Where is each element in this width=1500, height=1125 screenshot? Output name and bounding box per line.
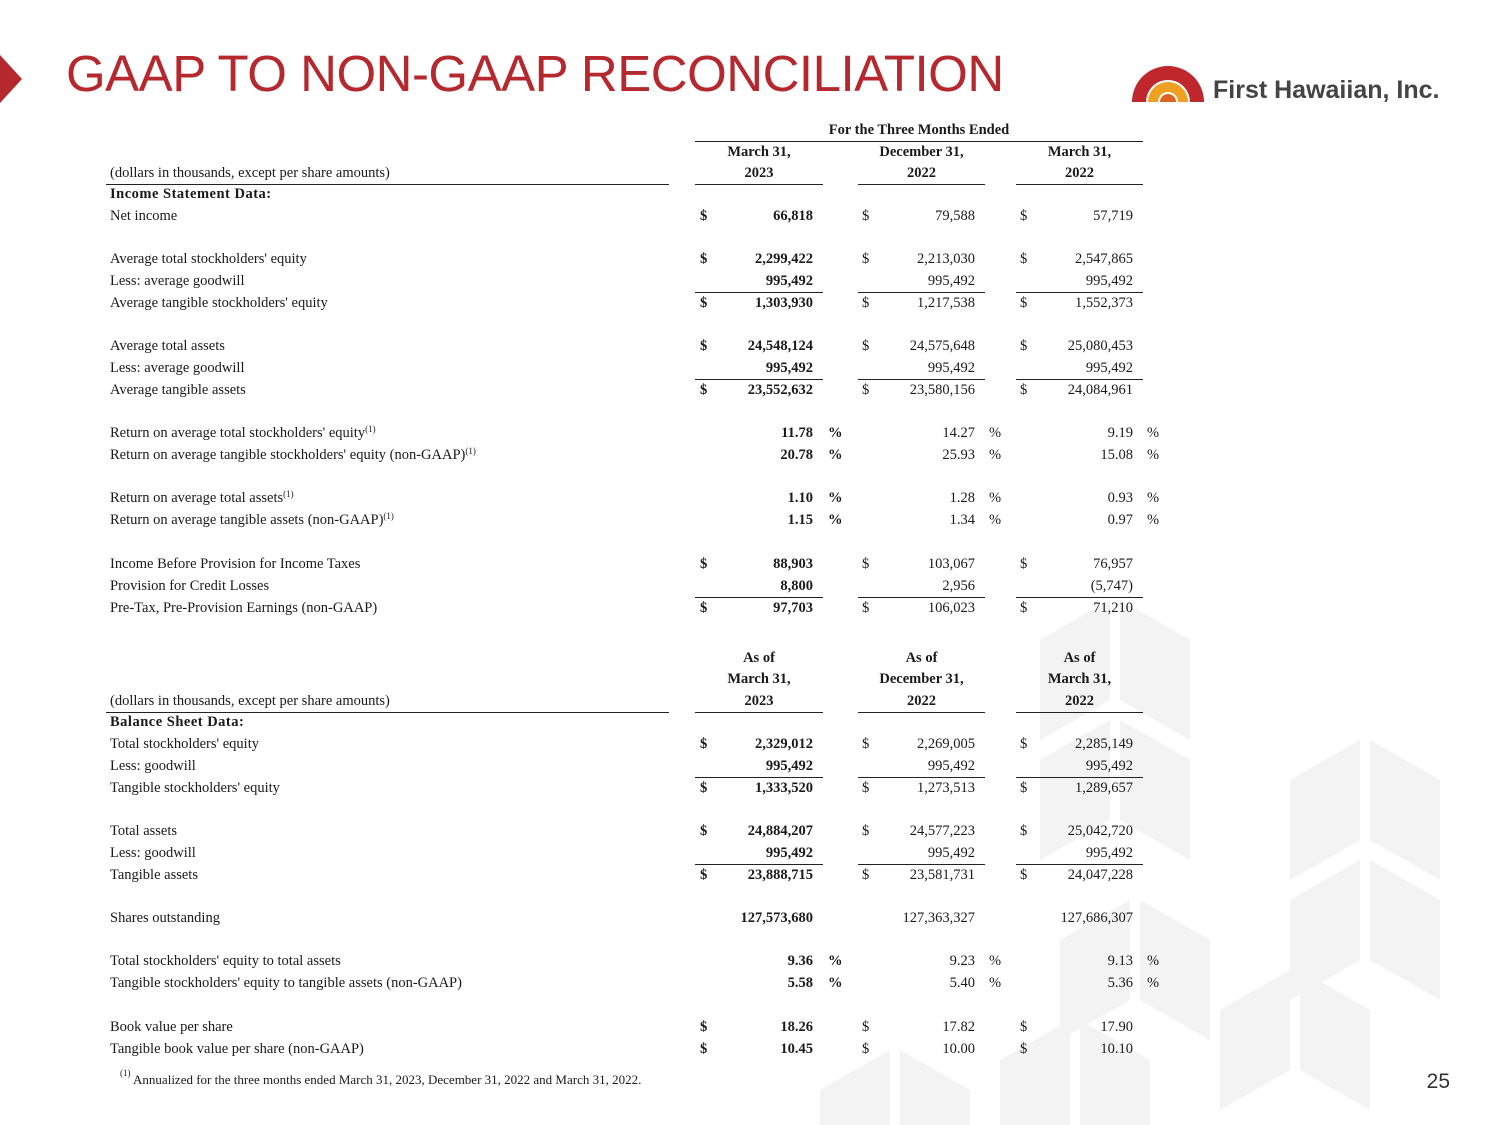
balance-col-header-rule-1 xyxy=(858,712,985,713)
income-row-dollar-sign: $ xyxy=(700,338,708,354)
income-unit-note: (dollars in thousands, except per share amounts) xyxy=(110,165,390,181)
income-row-value: 24,575,648 xyxy=(909,338,975,354)
balance-row-label xyxy=(110,822,177,840)
row-label-text: Average total assets xyxy=(110,338,225,354)
income-row-label xyxy=(110,250,307,268)
income-row-value: 995,492 xyxy=(765,273,813,289)
income-row-value: 995,492 xyxy=(1085,273,1133,289)
row-label-text: Tangible stockholders' equity to tangible assets (non-GAAP) xyxy=(110,975,462,991)
income-row-percent-sign: % xyxy=(989,512,1002,528)
income-row-value: 79,588 xyxy=(935,208,975,224)
row-label-text: Return on average tangible stockholders' equity (non-GAAP) xyxy=(110,447,466,463)
balance-row-value: 995,492 xyxy=(927,758,975,774)
income-row-underline-0 xyxy=(695,292,823,293)
balance-row-value: 2,285,149 xyxy=(1075,736,1133,752)
balance-row-value: 5.40 xyxy=(949,975,975,991)
income-row-percent-sign: % xyxy=(1147,512,1160,528)
income-row-dollar-sign: $ xyxy=(700,208,708,224)
balance-row-value: 23,888,715 xyxy=(747,867,813,883)
balance-row-dollar-sign: $ xyxy=(1020,867,1028,883)
income-row-underline-2 xyxy=(1016,597,1143,598)
income-row-value: 23,552,632 xyxy=(747,382,813,398)
row-label-text: Less: average goodwill xyxy=(110,273,245,289)
income-row-dollar-sign: $ xyxy=(862,556,870,572)
balance-row-value: 10.00 xyxy=(942,1041,975,1057)
income-row-value: 8,800 xyxy=(780,578,813,594)
balance-row-label xyxy=(110,1018,233,1036)
balance-row-dollar-sign: $ xyxy=(1020,736,1028,752)
income-col-header-year: 2022 xyxy=(1065,165,1094,181)
balance-section-label: Balance Sheet Data: xyxy=(110,714,245,730)
balance-row-dollar-sign: $ xyxy=(700,867,708,883)
income-row-underline-1 xyxy=(858,292,985,293)
balance-row-dollar-sign: $ xyxy=(862,1041,870,1057)
row-label-text: Return on average tangible assets (non-GAAP) xyxy=(110,512,384,528)
balance-row-value: 2,269,005 xyxy=(917,736,975,752)
row-label-text: Less: average goodwill xyxy=(110,360,245,376)
balance-row-underline-0 xyxy=(695,864,823,865)
page-title: GAAP TO NON-GAAP RECONCILIATION xyxy=(66,45,1004,102)
balance-row-value: 127,573,680 xyxy=(740,910,813,926)
footnote-ref: (1) xyxy=(465,446,476,456)
income-row-value: 1,303,930 xyxy=(755,295,813,311)
income-row-value: 995,492 xyxy=(927,360,975,376)
income-row-value: 2,213,030 xyxy=(917,251,975,267)
income-row-dollar-sign: $ xyxy=(862,600,870,616)
income-row-value: 2,956 xyxy=(942,578,975,594)
income-row-dollar-sign: $ xyxy=(1020,295,1028,311)
balance-row-dollar-sign: $ xyxy=(1020,780,1028,796)
balance-row-percent-sign: % xyxy=(828,953,843,969)
balance-row-dollar-sign: $ xyxy=(700,736,708,752)
income-row-value: 11.78 xyxy=(781,425,813,441)
income-row-value: 15.08 xyxy=(1100,447,1133,463)
income-row-value: 9.19 xyxy=(1107,425,1133,441)
balance-col-header-asof: As of xyxy=(1063,650,1096,666)
income-row-percent-sign: % xyxy=(1147,490,1160,506)
income-row-value: 97,703 xyxy=(773,600,813,616)
balance-row-value: 127,686,307 xyxy=(1060,910,1133,926)
income-row-value: 25,080,453 xyxy=(1067,338,1133,354)
row-label-text: Net income xyxy=(110,208,178,224)
footnote-ref: (1) xyxy=(365,424,376,434)
row-label-text: Shares outstanding xyxy=(110,910,220,926)
footnote-marker: (1) xyxy=(120,1068,131,1078)
page-number: 25 xyxy=(1426,1070,1450,1093)
balance-row-dollar-sign: $ xyxy=(700,1041,708,1057)
balance-row-label xyxy=(110,974,462,992)
balance-row-value: 24,577,223 xyxy=(909,823,975,839)
income-row-label xyxy=(110,337,225,355)
balance-row-value: 995,492 xyxy=(765,845,813,861)
income-col-header-date: March 31, xyxy=(727,144,791,160)
balance-row-dollar-sign: $ xyxy=(862,867,870,883)
income-row-underline-1 xyxy=(858,597,985,598)
balance-row-dollar-sign: $ xyxy=(1020,823,1028,839)
row-label-text: Average tangible stockholders' equity xyxy=(110,295,328,311)
income-row-dollar-sign: $ xyxy=(862,295,870,311)
period-header-underline xyxy=(695,141,1143,142)
income-row-dollar-sign: $ xyxy=(1020,600,1028,616)
balance-row-dollar-sign: $ xyxy=(862,780,870,796)
balance-row-label xyxy=(110,909,220,927)
balance-row-value: 9.23 xyxy=(949,953,975,969)
balance-row-label xyxy=(110,866,198,884)
income-row-percent-sign: % xyxy=(828,447,843,463)
income-row-dollar-sign: $ xyxy=(700,600,708,616)
balance-row-value: 25,042,720 xyxy=(1067,823,1133,839)
balance-row-percent-sign: % xyxy=(828,975,843,991)
income-row-label xyxy=(110,599,377,617)
logo-wordmark: First Hawaiian, Inc. xyxy=(1213,76,1440,104)
balance-row-value: 1,289,657 xyxy=(1075,780,1133,796)
balance-row-dollar-sign: $ xyxy=(700,823,708,839)
balance-col-header-date: December 31, xyxy=(879,671,964,687)
footnote-text: Annualized for the three months ended March 31, 2023, December 31, 2022 and March 31, 2022. xyxy=(133,1072,642,1087)
footnote-ref: (1) xyxy=(383,511,394,521)
income-row-value: 1.15 xyxy=(787,512,813,528)
income-row-label xyxy=(110,381,246,399)
balance-row-label xyxy=(110,757,196,775)
company-logo xyxy=(1130,64,1460,108)
income-row-value: 71,210 xyxy=(1093,600,1133,616)
income-row-label xyxy=(110,446,476,464)
income-row-value: 2,299,422 xyxy=(755,251,813,267)
balance-row-value: 995,492 xyxy=(1085,758,1133,774)
balance-col-header-date: March 31, xyxy=(1047,671,1112,687)
income-col-header-date: March 31, xyxy=(1047,144,1112,160)
balance-row-value: 5.58 xyxy=(787,975,813,991)
balance-row-dollar-sign: $ xyxy=(862,823,870,839)
income-row-value: 2,547,865 xyxy=(1075,251,1133,267)
title-arrow-marker xyxy=(0,55,22,103)
balance-row-underline-0 xyxy=(695,777,823,778)
row-label-text: Total stockholders' equity xyxy=(110,736,259,752)
income-row-dollar-sign: $ xyxy=(700,382,708,398)
balance-row-underline-2 xyxy=(1016,777,1143,778)
income-row-value: 1,217,538 xyxy=(917,295,975,311)
income-row-value: 24,548,124 xyxy=(747,338,813,354)
income-row-underline-2 xyxy=(1016,292,1143,293)
income-row-value: (5,747) xyxy=(1090,578,1133,594)
row-label-text: Book value per share xyxy=(110,1019,233,1035)
income-row-dollar-sign: $ xyxy=(1020,556,1028,572)
balance-row-underline-2 xyxy=(1016,864,1143,865)
income-row-value: 106,023 xyxy=(927,600,975,616)
balance-row-value: 24,884,207 xyxy=(747,823,813,839)
income-row-value: 1.34 xyxy=(949,512,975,528)
income-row-dollar-sign: $ xyxy=(862,208,870,224)
income-col-header-rule-2 xyxy=(1016,184,1143,185)
income-row-value: 1.10 xyxy=(787,490,813,506)
row-label-text: Tangible book value per share (non-GAAP) xyxy=(110,1041,364,1057)
logo-sun-icon xyxy=(1130,64,1206,104)
balance-row-value: 9.13 xyxy=(1107,953,1133,969)
balance-row-percent-sign: % xyxy=(1147,975,1160,991)
balance-row-percent-sign: % xyxy=(989,975,1002,991)
balance-row-value: 1,333,520 xyxy=(755,780,813,796)
income-row-dollar-sign: $ xyxy=(862,382,870,398)
income-row-percent-sign: % xyxy=(828,490,843,506)
balance-col-header-year: 2022 xyxy=(1065,693,1094,709)
period-header: For the Three Months Ended xyxy=(828,122,1010,138)
balance-col-header-asof: As of xyxy=(743,650,775,666)
income-row-percent-sign: % xyxy=(989,425,1002,441)
income-row-percent-sign: % xyxy=(828,425,843,441)
income-row-percent-sign: % xyxy=(989,490,1002,506)
income-row-value: 0.93 xyxy=(1107,490,1133,506)
row-label-text: Return on average total assets xyxy=(110,490,284,506)
income-col-header-rule-0 xyxy=(695,184,823,185)
balance-row-dollar-sign: $ xyxy=(1020,1041,1028,1057)
row-label-text: Total stockholders' equity to total assets xyxy=(110,953,341,969)
balance-col-header-rule-2 xyxy=(1016,712,1143,713)
balance-row-value: 127,363,327 xyxy=(902,910,975,926)
footnote xyxy=(120,1068,642,1088)
balance-row-label xyxy=(110,844,196,862)
income-col-header-rule-1 xyxy=(858,184,985,185)
balance-col-header-date: March 31, xyxy=(727,671,791,687)
row-label-text: Income Before Provision for Income Taxes xyxy=(110,556,361,572)
balance-col-header-year: 2022 xyxy=(907,693,936,709)
income-row-value: 25.93 xyxy=(942,447,975,463)
balance-row-dollar-sign: $ xyxy=(700,780,708,796)
balance-row-label xyxy=(110,779,280,797)
income-row-value: 1,552,373 xyxy=(1075,295,1133,311)
row-label-text: Less: goodwill xyxy=(110,758,196,774)
income-col-header-date: December 31, xyxy=(879,144,964,160)
income-row-underline-0 xyxy=(695,597,823,598)
income-row-value: 23,580,156 xyxy=(909,382,975,398)
income-row-value: 995,492 xyxy=(927,273,975,289)
income-row-value: 76,957 xyxy=(1093,556,1133,572)
balance-row-dollar-sign: $ xyxy=(1020,1019,1028,1035)
income-row-value: 995,492 xyxy=(765,360,813,376)
balance-row-label xyxy=(110,1040,364,1058)
income-row-dollar-sign: $ xyxy=(862,251,870,267)
income-row-value: 88,903 xyxy=(773,556,813,572)
balance-row-dollar-sign: $ xyxy=(700,1019,708,1035)
balance-row-value: 17.82 xyxy=(942,1019,975,1035)
income-row-underline-1 xyxy=(858,379,985,380)
income-row-value: 24,084,961 xyxy=(1067,382,1133,398)
income-row-label xyxy=(110,489,294,507)
income-row-value: 66,818 xyxy=(773,208,813,224)
balance-row-underline-1 xyxy=(858,864,985,865)
balance-row-value: 9.36 xyxy=(787,953,813,969)
income-row-percent-sign: % xyxy=(1147,447,1160,463)
income-col-header-year: 2023 xyxy=(744,165,774,181)
row-label-text: Less: goodwill xyxy=(110,845,196,861)
income-row-percent-sign: % xyxy=(1147,425,1160,441)
income-row-value: 14.27 xyxy=(942,425,975,441)
balance-row-dollar-sign: $ xyxy=(862,736,870,752)
income-row-value: 103,067 xyxy=(927,556,975,572)
income-row-label xyxy=(110,359,245,377)
row-label-text: Total assets xyxy=(110,823,178,839)
balance-row-value: 24,047,228 xyxy=(1067,867,1133,883)
income-row-value: 1.28 xyxy=(949,490,975,506)
balance-row-value: 995,492 xyxy=(927,845,975,861)
income-row-dollar-sign: $ xyxy=(1020,338,1028,354)
row-label-text: Provision for Credit Losses xyxy=(110,578,270,594)
income-row-label xyxy=(110,207,177,225)
balance-row-value: 1,273,513 xyxy=(917,780,975,796)
balance-col-header-asof: As of xyxy=(905,650,938,666)
income-row-dollar-sign: $ xyxy=(862,338,870,354)
balance-row-dollar-sign: $ xyxy=(862,1019,870,1035)
income-row-underline-0 xyxy=(695,379,823,380)
balance-row-value: 23,581,731 xyxy=(909,867,975,883)
income-row-label xyxy=(110,555,360,573)
balance-row-value: 10.10 xyxy=(1100,1041,1133,1057)
income-row-dollar-sign: $ xyxy=(1020,251,1028,267)
balance-row-value: 995,492 xyxy=(1085,845,1133,861)
balance-row-underline-1 xyxy=(858,777,985,778)
income-row-dollar-sign: $ xyxy=(700,251,708,267)
income-row-label xyxy=(110,577,269,595)
income-row-dollar-sign: $ xyxy=(700,295,708,311)
balance-row-value: 17.90 xyxy=(1100,1019,1133,1035)
income-row-label xyxy=(110,272,245,290)
balance-row-label xyxy=(110,952,341,970)
balance-row-value: 10.45 xyxy=(780,1041,813,1057)
income-row-dollar-sign: $ xyxy=(1020,208,1028,224)
row-label-text: Pre-Tax, Pre-Provision Earnings (non-GAAP) xyxy=(110,600,378,616)
income-row-percent-sign: % xyxy=(828,512,843,528)
income-col-header-year: 2022 xyxy=(907,165,936,181)
balance-col-header-rule-0 xyxy=(695,712,823,713)
income-row-underline-2 xyxy=(1016,379,1143,380)
footnote-ref: (1) xyxy=(283,489,294,499)
row-label-text: Tangible assets xyxy=(110,867,198,883)
income-row-value: 57,719 xyxy=(1093,208,1133,224)
row-label-text: Tangible stockholders' equity xyxy=(110,780,280,796)
balance-row-percent-sign: % xyxy=(1147,953,1160,969)
balance-row-value: 5.36 xyxy=(1107,975,1133,991)
balance-row-percent-sign: % xyxy=(989,953,1002,969)
balance-row-value: 2,329,012 xyxy=(755,736,813,752)
row-label-text: Average total stockholders' equity xyxy=(110,251,307,267)
row-label-text: Return on average total stockholders' equity xyxy=(110,425,366,441)
income-section-label: Income Statement Data: xyxy=(110,186,272,202)
income-row-value: 0.97 xyxy=(1107,512,1133,528)
income-row-value: 20.78 xyxy=(780,447,813,463)
income-row-percent-sign: % xyxy=(989,447,1002,463)
balance-col-header-year: 2023 xyxy=(744,693,774,709)
balance-row-value: 995,492 xyxy=(765,758,813,774)
income-row-label xyxy=(110,511,394,529)
income-row-value: 995,492 xyxy=(1085,360,1133,376)
income-row-dollar-sign: $ xyxy=(700,556,708,572)
row-label-text: Average tangible assets xyxy=(110,382,246,398)
balance-unit-note: (dollars in thousands, except per share amounts) xyxy=(110,693,390,709)
income-row-label xyxy=(110,424,376,442)
income-row-label xyxy=(110,294,328,312)
balance-row-label xyxy=(110,735,259,753)
balance-row-value: 18.26 xyxy=(780,1019,813,1035)
income-row-dollar-sign: $ xyxy=(1020,382,1028,398)
